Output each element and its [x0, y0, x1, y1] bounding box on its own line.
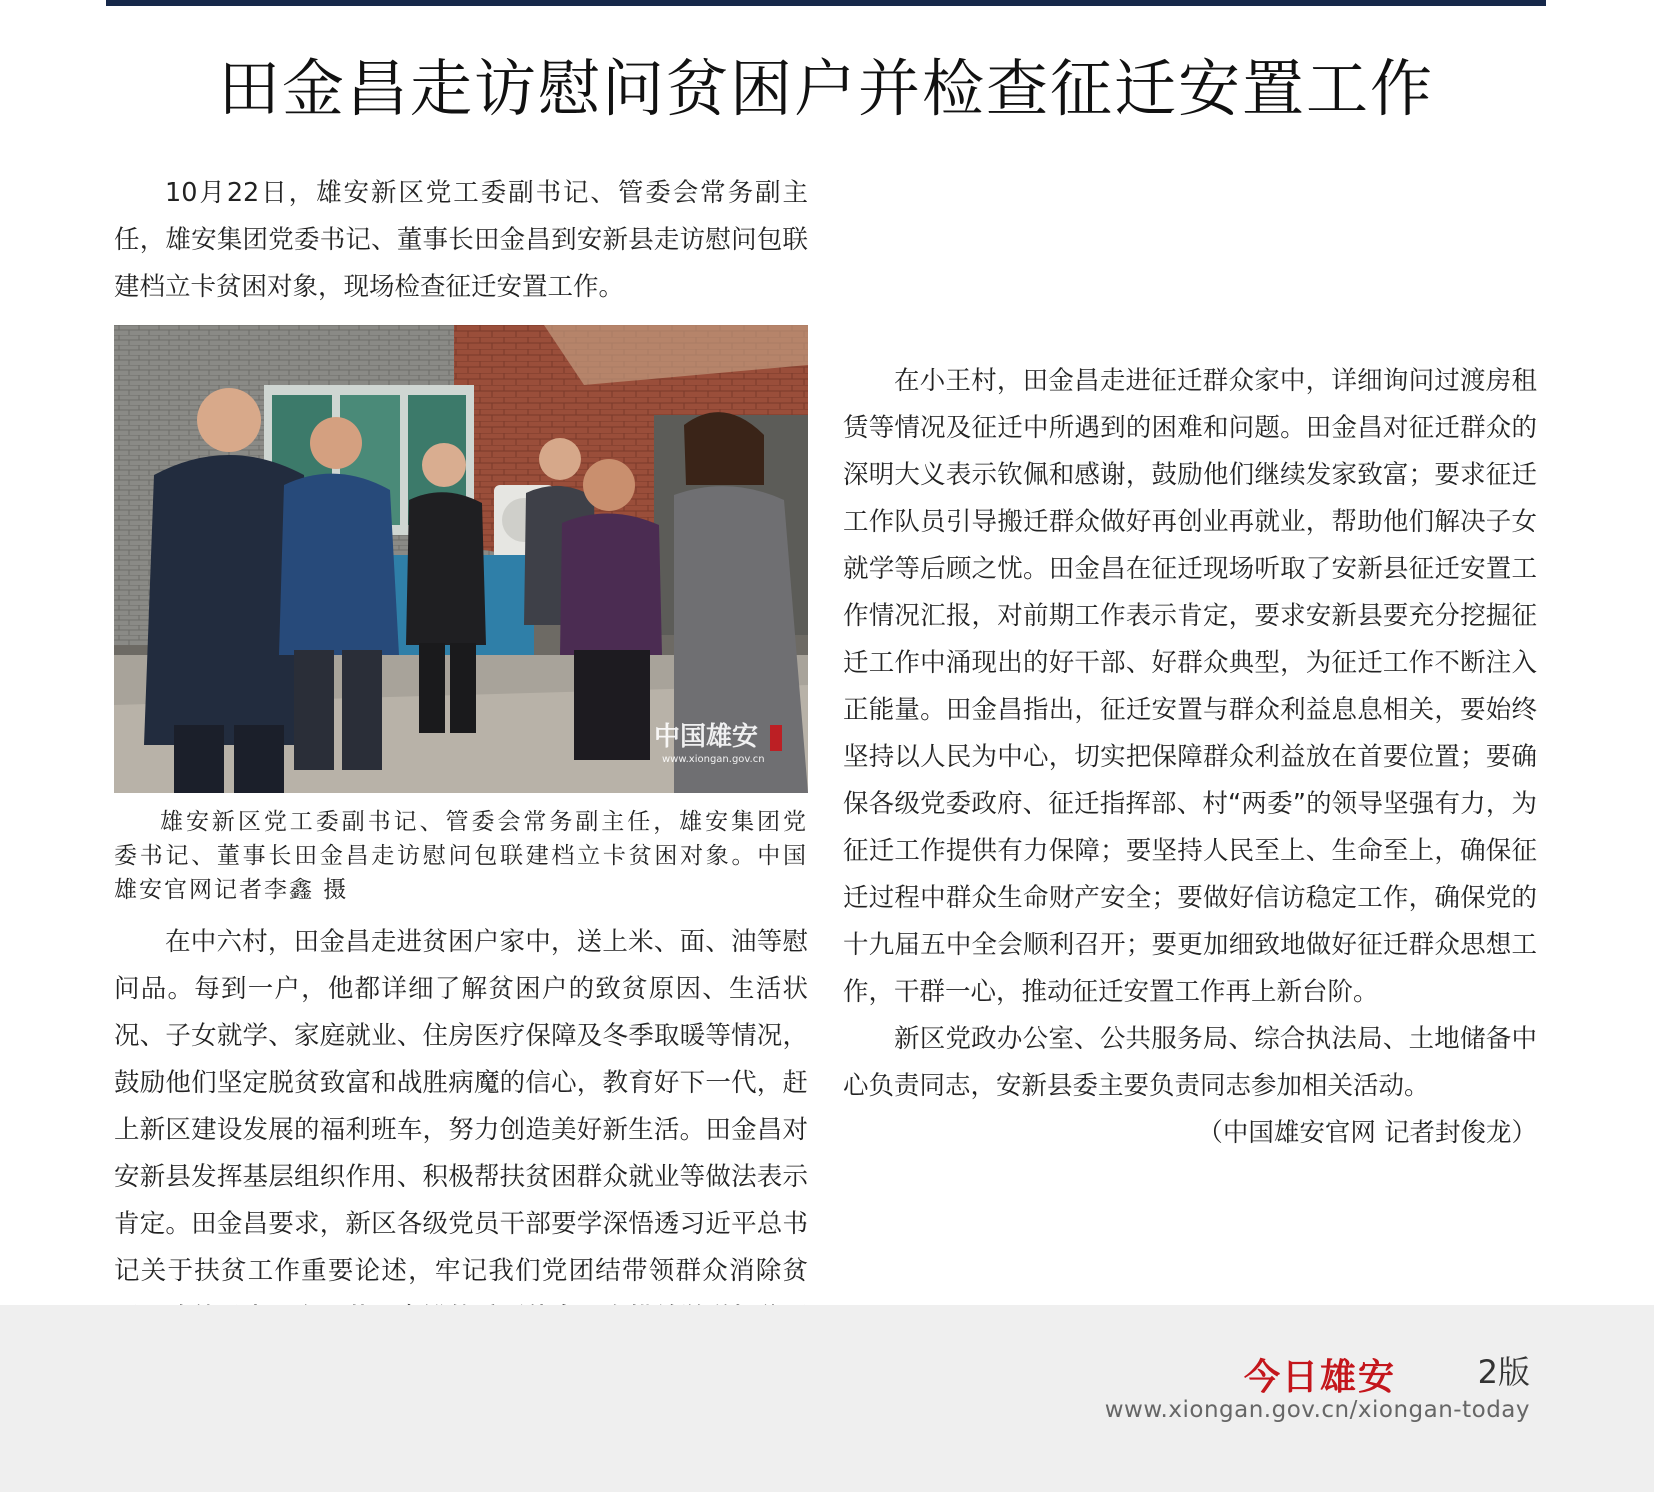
article-byline: （中国雄安官网 记者封俊龙）	[1197, 1118, 1537, 1148]
page-footer	[0, 1305, 1654, 1492]
article-title: 田金昌走访慰问贫困户并检查征迁安置工作	[217, 52, 1434, 125]
photo-watermark-url: www.xiongan.gov.cn	[662, 754, 765, 765]
column-left	[114, 170, 808, 1436]
news-photo	[114, 325, 808, 793]
top-rule	[106, 0, 1546, 6]
watermark-seal	[770, 725, 782, 751]
paragraph-attendees: 新区党政办公室、公共服务局、综合执法局、土地储备中心负责同志，安新县委主要负责同志参加相关活动。	[843, 1024, 1537, 1101]
footer-url-link[interactable]: www.xiongan.gov.cn/xiongan-today	[1104, 1397, 1530, 1423]
paragraph-intro: 10月22日，雄安新区党工委副书记、管委会常务副主任，雄安集团党委书记、董事长田金昌到安新县走访慰问包联建档立卡贫困对象，现场检查征迁安置工作。	[114, 178, 808, 302]
edition-number: 2版	[1477, 1353, 1530, 1391]
footer-brand-logo: 今日雄安	[1243, 1356, 1396, 1398]
photo-watermark: 中国雄安	[654, 722, 759, 752]
paragraph-xiaowang: 在小王村，田金昌走进征迁群众家中，详细询问过渡房租赁等情况及征迁中所遇到的困难和问题。田金昌对征迁群众的深明大义表示钦佩和感谢，鼓励他们继续发家致富；要求征迁工作队员引导搬迁群众做好再创业再就业，帮助他们解决子女就学等后顾之忧。田金昌在征迁现场听取了安新县征迁安置工作情况汇报，对前期工作表示肯定，要求安新县要充分挖掘征迁工作中涌现出的好干部、好群众典型，为征迁工作不断注入正能量。田金昌指出，征迁安置与群众利益息息相关，要始终坚持以人民为中心，切实把保障群众利益放在首要位置；要确保各级党委政府、征迁指挥部、村“两委”的领导坚强有力，为征迁工作提供有力保障；要坚持人民至上、生命至上，确保征迁过程中群众生命财产安全；要做好信访稳定工作，确保党的十九届五中全会顺利召开；要更加细致地做好征迁群众思想工作，干群一心，推动征迁安置工作再上新台阶。	[843, 366, 1537, 1007]
photo-caption: 雄安新区党工委副书记、管委会常务副主任，雄安集团党委书记、董事长田金昌走访慰问包联建档立卡贫困对象。中国雄安官网记者李鑫 摄	[114, 809, 808, 903]
paragraph-zhongliu: 在中六村，田金昌走进贫困户家中，送上米、面、油等慰问品。每到一户，他都详细了解贫困户的致贫原因、生活状况、子女就学、家庭就业、住房医疗保障及冬季取暖等情况，鼓励他们坚定脱贫致富和战胜病魔的信心，教育好下一代，赶上新区建设发展的福利班车，努力创造美好新生活。田金昌对安新县发挥基层组织作用、积极帮扶贫困群众就业等做法表示肯定。田金昌要求，新区各级党员干部要学深悟透习近平总书记关于扶贫工作重要论述，牢记我们党团结带领群众消除贫	[114, 927, 808, 1286]
column-right	[843, 358, 1537, 1157]
